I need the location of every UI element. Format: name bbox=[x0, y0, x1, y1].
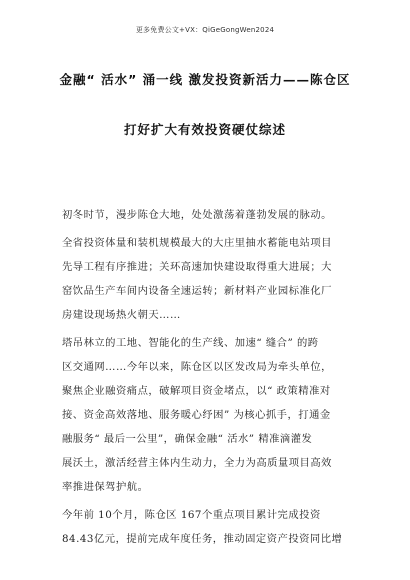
body-line: 84.43亿元，提前完成年度任务，推动固定资产投资同比增 bbox=[62, 533, 343, 545]
body-line: 今年前 10个月，陈仓区 167个重点项目累计完成投资 bbox=[62, 509, 321, 521]
body-line: 全省投资体量和装机规模最大的大庄里抽水蓄能电站项目 bbox=[62, 237, 332, 249]
body-line: 先导工程有序推进；关环高速加快建设取得重大进展；大 bbox=[62, 261, 332, 273]
body-line: 率推进保驾护航。 bbox=[62, 481, 149, 493]
body-line: 房建设现场热火朝天…… bbox=[62, 309, 181, 321]
body-line: 窑饮品生产车间内设备全速运转；新材料产业园标准化厂 bbox=[62, 285, 332, 297]
body-line: 展沃土，激活经营主体内生动力，全力为高质量项目高效 bbox=[62, 457, 332, 469]
header-note: 更多免费公文+VX：QiGeGongWen2024 bbox=[135, 26, 275, 34]
body-line: 融服务“ 最后一公里”，确保金融“ 活水” 精准滴灌发 bbox=[62, 433, 313, 445]
body-line: 塔吊林立的工地、智能化的生产线、加速“ 缝合” 的跨 bbox=[62, 337, 319, 349]
title-line-1: 金融“ 活水” 涌一线 激发投资新活力——陈仓区 bbox=[59, 72, 351, 87]
body-line: 聚焦企业融资痛点，破解项目资金堵点，以“ 政策精准对 bbox=[62, 385, 331, 397]
body-line: 初冬时节，漫步陈仓大地，处处激荡着蓬勃发展的脉动。 bbox=[62, 209, 332, 221]
body-line: 区交通网……今年以来，陈仓区以区发改局为牵头单位， bbox=[62, 361, 332, 373]
body-line: 接、资金高效落地、服务暖心纾困” 为核心抓手，打通金 bbox=[62, 409, 331, 421]
title-line-2: 打好扩大有效投资硬仗综述 bbox=[123, 122, 286, 137]
